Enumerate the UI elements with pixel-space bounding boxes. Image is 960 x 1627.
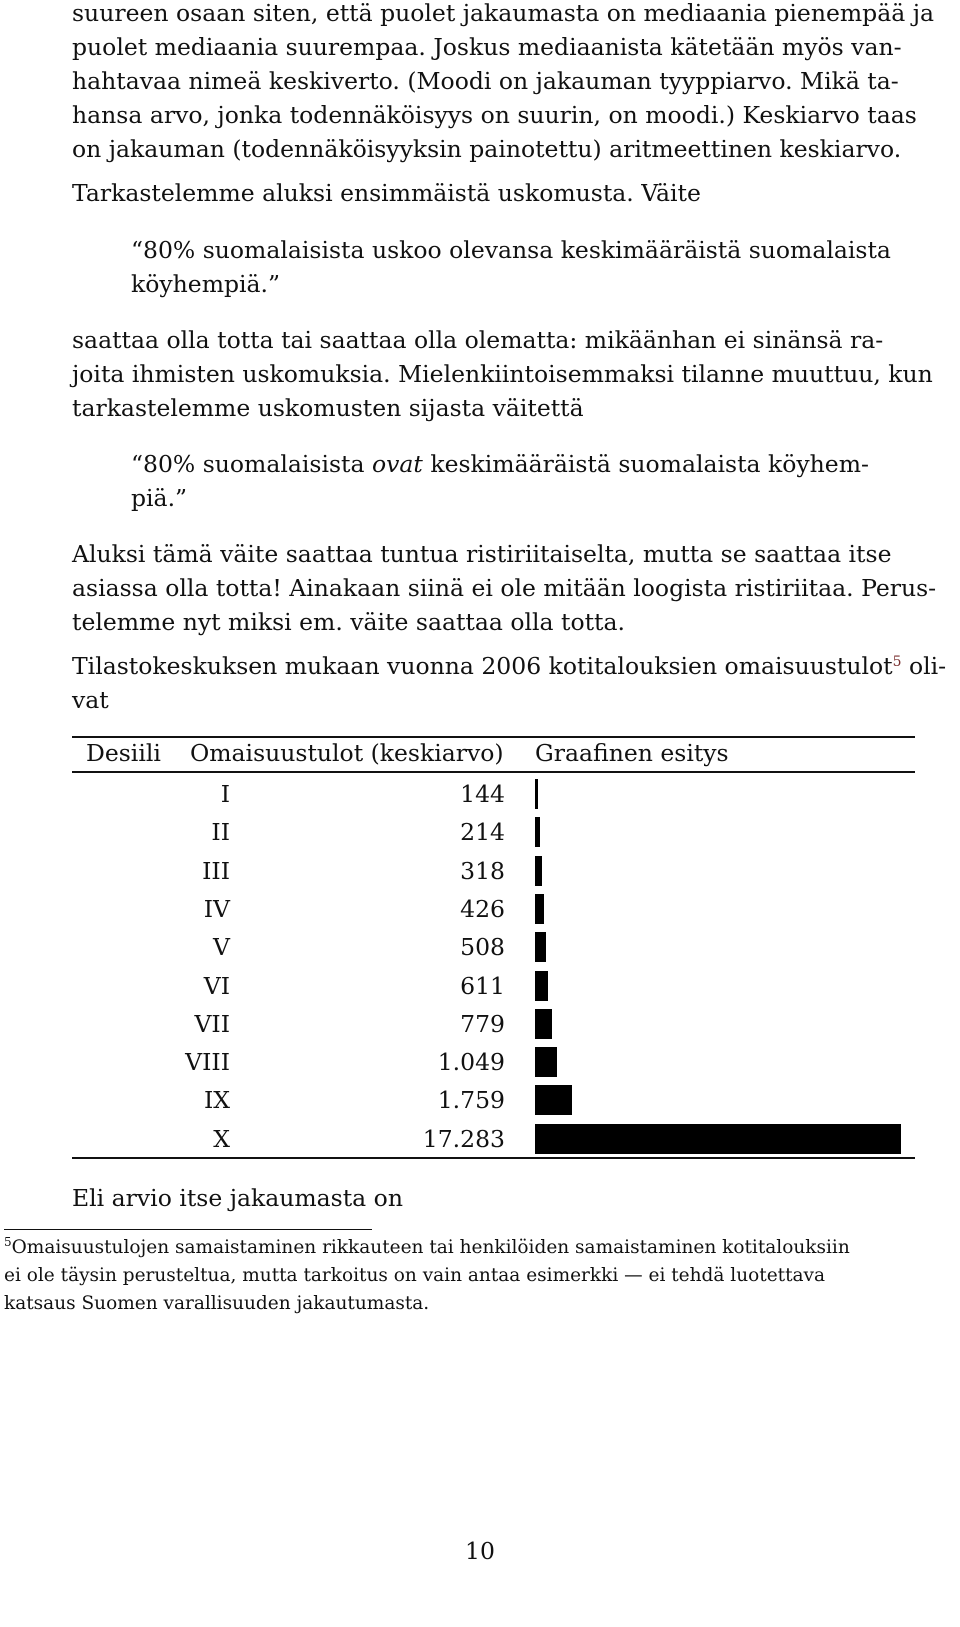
bar-mark xyxy=(535,1047,557,1077)
body-line: saattaa olla totta tai saattaa olla olematta: mikäänhan ei sinänsä ra- xyxy=(72,326,884,354)
body-line: hahtavaa nimeä keskiverto. (Moodi on jakauman tyyppiarvo. Mikä ta- xyxy=(72,67,899,95)
table-row xyxy=(72,1120,915,1158)
income-value: 144 xyxy=(460,780,505,808)
table-row xyxy=(72,890,915,928)
quote-text: keskimääräistä suomalaista köyhem- xyxy=(422,450,869,478)
bar-mark xyxy=(535,894,544,924)
income-value: 1.049 xyxy=(437,1048,505,1077)
income-value: 214 xyxy=(460,818,505,847)
income-value: 318 xyxy=(460,856,505,885)
table-row xyxy=(72,852,915,890)
body-line: Tarkastelemme aluksi ensimmäistä uskomusta. Väite xyxy=(72,179,701,207)
body-line: hansa arvo, jonka todennäköisyys on suurin, on moodi.) Keskiarvo taas xyxy=(72,101,917,129)
page-number: 10 xyxy=(465,1537,495,1565)
bar-mark xyxy=(535,856,542,886)
income-value: 1.759 xyxy=(437,1086,505,1115)
bar-mark xyxy=(535,817,540,847)
bar-mark xyxy=(535,1124,901,1154)
bar-mark xyxy=(535,971,548,1001)
income-value: 508 xyxy=(460,933,505,962)
quote-line xyxy=(131,447,869,481)
bar-mark xyxy=(535,1085,572,1115)
table-header-decile: Desiili xyxy=(86,739,161,767)
income-value: 17.283 xyxy=(422,1124,505,1153)
footnote-line xyxy=(4,1234,850,1263)
table-header-graph: Graafinen esitys xyxy=(535,739,729,767)
bar-mark xyxy=(535,1009,552,1039)
income-value: 611 xyxy=(460,971,505,1000)
table-mid-rule xyxy=(72,771,915,773)
body-line: telemme nyt miksi em. väite saattaa olla totta. xyxy=(72,608,625,636)
body-line: suureen osaan siten, että puolet jakaumasta on mediaania pienempää ja xyxy=(72,0,934,27)
decile-label: V xyxy=(213,933,230,962)
body-line: Eli arvio itse jakaumasta on xyxy=(72,1184,403,1212)
quote-text: “80% suomalaisista xyxy=(131,450,372,478)
table-row xyxy=(72,1043,915,1081)
table-row xyxy=(72,813,915,851)
body-line: joita ihmisten uskomuksia. Mielenkiintoisemmaksi tilanne muuttuu, kun xyxy=(72,360,933,388)
body-line: vat xyxy=(72,686,109,714)
table-row xyxy=(72,1081,915,1119)
body-line: puolet mediaania suurempaa. Joskus mediaanista kätetään myös van- xyxy=(72,33,902,61)
income-value: 779 xyxy=(460,1009,505,1038)
income-value: 426 xyxy=(460,894,505,923)
table-row xyxy=(72,967,915,1005)
decile-label: X xyxy=(213,1124,230,1153)
decile-label: I xyxy=(220,780,230,808)
quote-line: piä.” xyxy=(131,484,188,512)
footnote-line: katsaus Suomen varallisuuden jakautumasta. xyxy=(4,1293,430,1314)
decile-label: VIII xyxy=(185,1048,230,1077)
decile-label: IV xyxy=(203,894,230,923)
body-line xyxy=(72,649,946,687)
table-row xyxy=(72,775,915,813)
bar-mark xyxy=(535,779,538,809)
body-line: Aluksi tämä väite saattaa tuntua ristiriitaiselta, mutta se saattaa itse xyxy=(72,540,892,568)
quote-line: “80% suomalaisista uskoo olevansa keskimääräistä suomalaista xyxy=(131,236,891,264)
footnote-text: Omaisuustulojen samaistaminen rikkauteen tai henkilöiden samaistaminen kotitalouksiin xyxy=(11,1237,850,1258)
footnote-line: ei ole täysin perusteltua, mutta tarkoitus on vain antaa esimerkki — ei tehdä luotettava xyxy=(4,1265,826,1286)
footnote-reference[interactable]: 5 xyxy=(892,654,902,670)
footnote-rule xyxy=(4,1229,372,1230)
decile-label: IX xyxy=(203,1086,230,1115)
decile-label: III xyxy=(202,856,230,885)
body-line: tarkastelemme uskomusten sijasta väitettä xyxy=(72,394,584,422)
body-line: asiassa olla totta! Ainakaan siinä ei ole mitään loogista ristiriitaa. Perus- xyxy=(72,574,937,602)
table-row xyxy=(72,928,915,966)
body-line: on jakauman (todennäköisyyksin painotettu) aritmeettinen keskiarvo. xyxy=(72,135,902,163)
table-row xyxy=(72,1005,915,1043)
table-bottom-rule xyxy=(72,1157,915,1159)
body-text: oli- xyxy=(901,652,947,680)
table-header-income: Omaisuustulot (keskiarvo) xyxy=(190,739,504,767)
quote-emphasis: ovat xyxy=(371,450,423,478)
bar-mark xyxy=(535,932,546,962)
quote-line: köyhempiä.” xyxy=(131,270,281,298)
footnote-mark: 5 xyxy=(4,1235,12,1249)
decile-label: II xyxy=(211,818,230,847)
body-text: Tilastokeskuksen mukaan vuonna 2006 kotitalouksien omaisuustulot xyxy=(72,652,893,680)
decile-label: VII xyxy=(194,1009,230,1038)
decile-label: VI xyxy=(203,971,230,1000)
